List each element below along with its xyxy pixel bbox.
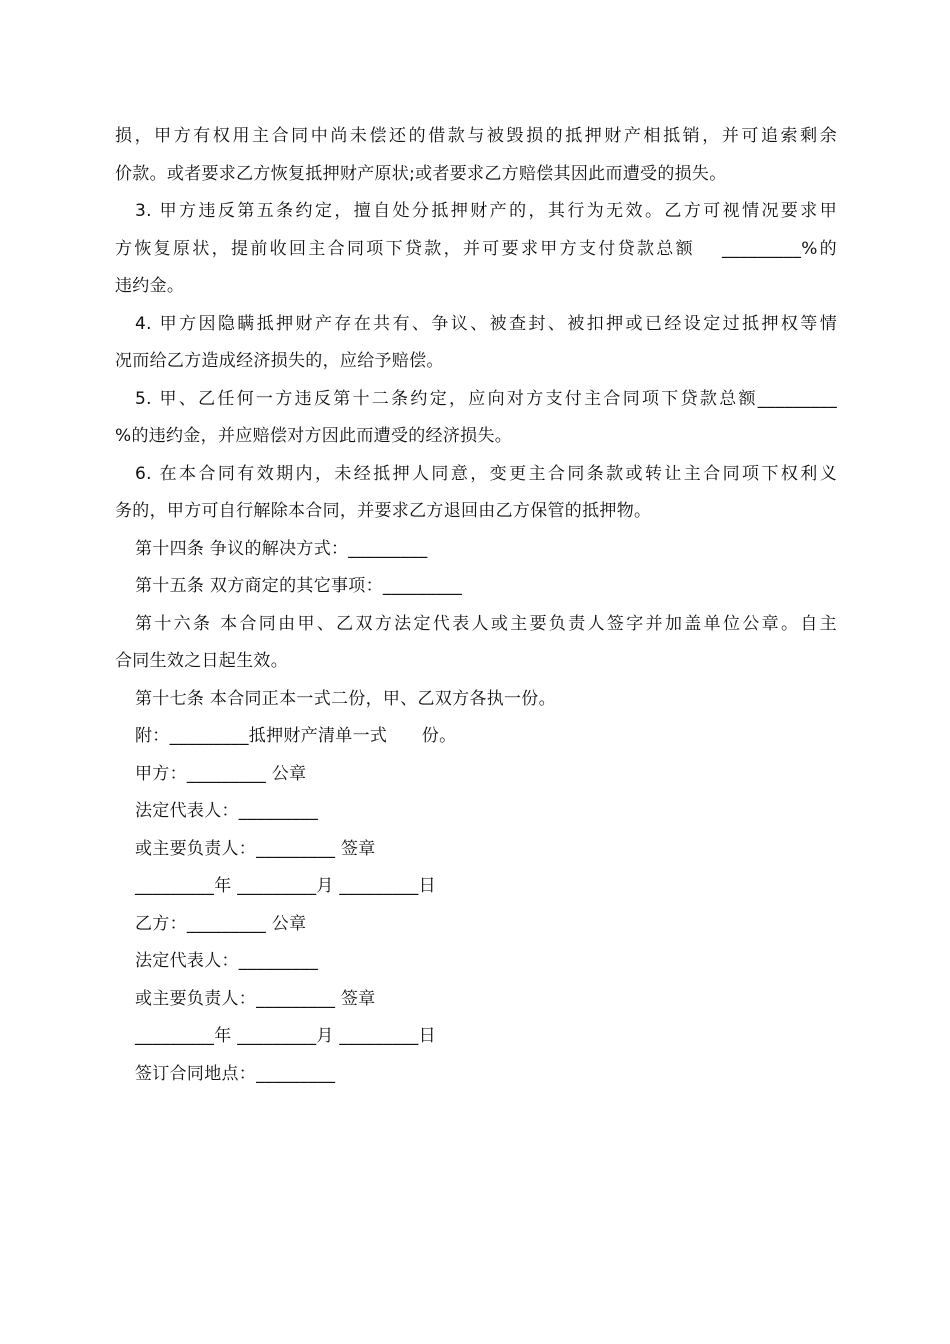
party-b-principal: 或主要负责人：_________ 签章 [135, 988, 376, 1009]
text-line-2: 价款。或者要求乙方恢复抵押财产原状;或者要求乙方赔偿其因此而遭受的损失。 [115, 163, 727, 184]
clause-5-line-2: %的违约金，并应赔偿对方因此而遭受的经济损失。 [115, 426, 513, 446]
attachment-line: 附：_________抵押财产清单一式 份。 [135, 726, 457, 746]
clause-6-line-1: 6. 在本合同有效期内，未经抵押人同意，变更主合同条款或转让主合同项下权利义 [135, 463, 837, 484]
clause-4-line-2: 况而给乙方造成经济损失的，应给予赔偿。 [115, 351, 444, 371]
text-line-1: 损，甲方有权用主合同中尚未偿还的借款与被毁损的抵押财产相抵销，并可追索剩余 [115, 126, 837, 146]
party-a-date: _________年 _________月 _________日 [135, 876, 436, 896]
article-15: 第十五条 双方商定的其它事项：_________ [135, 576, 463, 596]
article-16-line-2: 合同生效之日起生效。 [115, 651, 288, 671]
party-a-principal: 或主要负责人：_________ 签章 [135, 838, 376, 859]
article-17: 第十七条 本合同正本一式二份，甲、乙双方各执一份。 [135, 688, 556, 709]
party-a-line: 甲方：_________ 公章 [135, 763, 307, 784]
clause-3-line-2: 方恢复原状，提前收回主合同项下贷款，并可要求甲方支付贷款总额 _________%的 [115, 238, 837, 259]
clause-6-line-2: 务的，甲方可自行解除本合同，并要求乙方退回由乙方保管的抵押物。 [115, 501, 652, 521]
party-b-line: 乙方：_________ 公章 [135, 913, 307, 934]
signing-place: 签订合同地点：_________ [135, 1063, 336, 1084]
clause-3-line-3: 违约金。 [115, 276, 185, 296]
clause-4-line-1: 4. 甲方因隐瞒抵押财产存在共有、争议、被查封、被扣押或已经设定过抵押权等情 [135, 313, 837, 334]
article-16-line-1: 第十六条 本合同由甲、乙双方法定代表人或主要负责人签字并加盖单位公章。自主 [135, 613, 837, 634]
party-a-legal-rep: 法定代表人：_________ [135, 801, 318, 821]
contract-body [115, 118, 837, 1093]
party-b-date: _________年 _________月 _________日 [135, 1026, 436, 1046]
clause-5-line-1: 5. 甲、乙任何一方违反第十二条约定，应向对方支付主合同项下贷款总额_________ [135, 388, 837, 409]
clause-3-line-1: 3. 甲方违反第五条约定，擅自处分抵押财产的，其行为无效。乙方可视情况要求甲 [135, 201, 837, 221]
article-14: 第十四条 争议的解决方式：_________ [135, 538, 428, 559]
party-b-legal-rep: 法定代表人：_________ [135, 951, 318, 971]
